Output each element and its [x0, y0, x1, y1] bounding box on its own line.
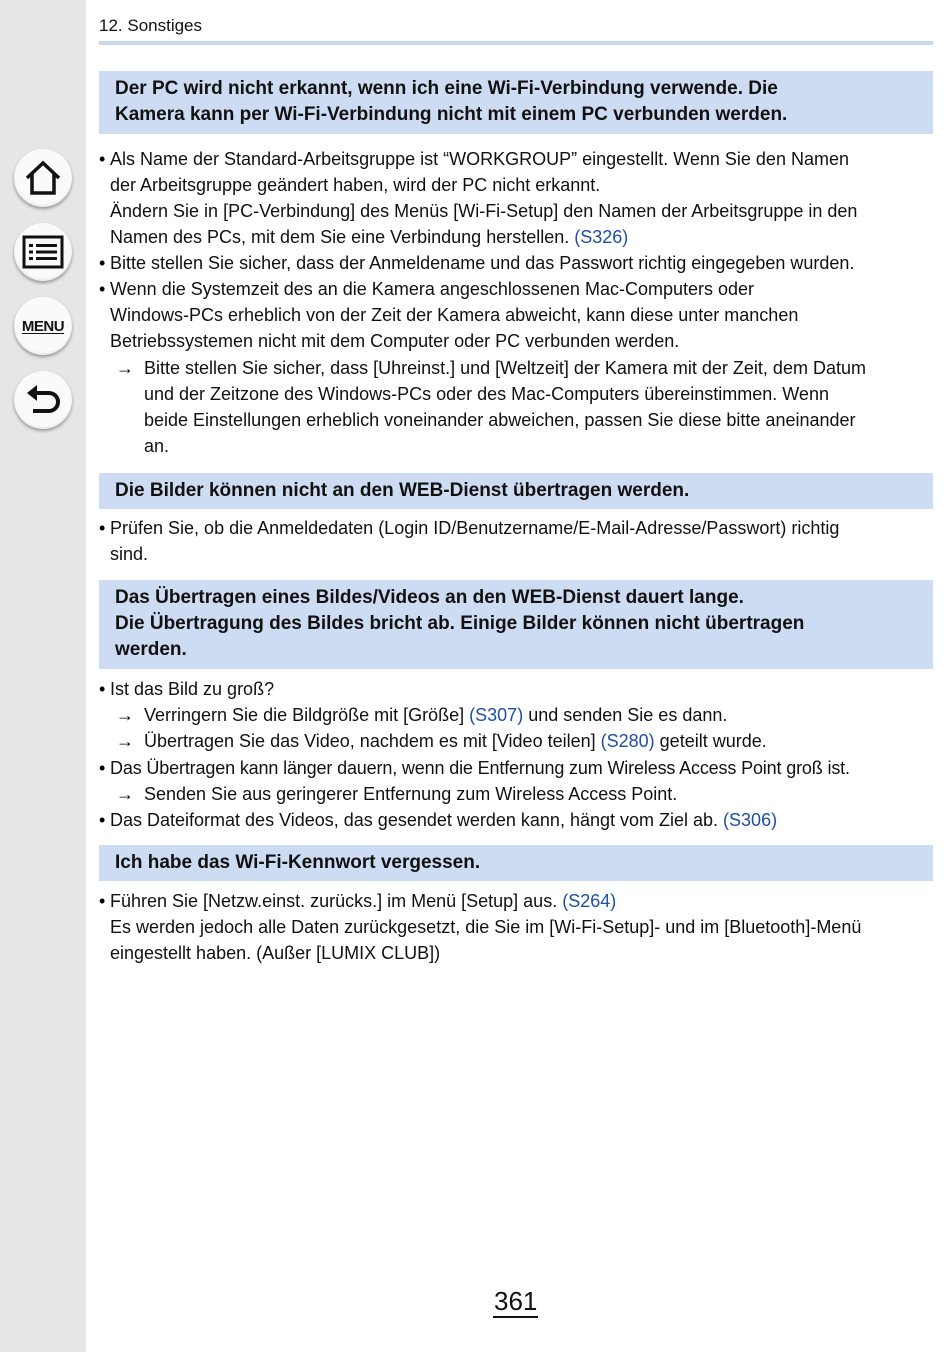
text-line: [110, 807, 777, 833]
bullet-glyph: •: [99, 149, 106, 169]
home-icon: [23, 158, 63, 198]
text-line: und der Zeitzone des Windows-PCs oder des Mac-Computers übereinstimmen. Wenn: [144, 384, 829, 404]
chapter-title: 12. Sonstiges: [99, 16, 203, 35]
home-button[interactable]: [14, 149, 72, 207]
text-segment: Verringern Sie die Bildgröße mit [Größe]: [144, 705, 465, 725]
heading-line: Ich habe das Wi-Fi-Kennwort vergessen.: [115, 852, 481, 873]
return-arrow-icon: [23, 380, 63, 420]
text-line: beide Einstellungen erheblich voneinander abweichen, passen Sie diese bitte aneinander: [144, 410, 856, 430]
arrow-glyph: →: [116, 705, 134, 725]
arrow-glyph: →: [116, 731, 134, 751]
text-line: Windows-PCs erheblich von der Zeit der Kamera abweicht, kann diese unter manchen: [110, 305, 799, 325]
page-number: 361: [494, 1286, 538, 1316]
text-line: [144, 728, 767, 754]
text-segment: geteilt wurde.: [659, 731, 767, 751]
heading-line: Die Übertragung des Bildes bricht ab. Einige Bilder können nicht übertragen: [115, 613, 805, 634]
text-line: [110, 224, 628, 250]
arrow-glyph: →: [116, 784, 134, 804]
heading-line: Kamera kann per Wi-Fi-Verbindung nicht mit einem PC verbunden werden.: [115, 104, 788, 125]
heading-line: Das Übertragen eines Bildes/Videos an den WEB-Dienst dauert lange.: [115, 587, 744, 608]
bullet-glyph: •: [99, 518, 106, 538]
text-line: Ist das Bild zu groß?: [110, 679, 275, 699]
bullet-glyph: •: [99, 758, 106, 778]
text-line: Wenn die Systemzeit des an die Kamera angeschlossenen Mac-Computers oder: [110, 279, 755, 299]
heading-line: Die Bilder können nicht an den WEB-Dienst übertragen werden.: [115, 480, 690, 501]
bullet-glyph: •: [99, 810, 106, 830]
text-line: Betriebssystemen nicht mit dem Computer oder PC verbunden werden.: [110, 331, 680, 351]
heading-line: Der PC wird nicht erkannt, wenn ich eine Wi-Fi-Verbindung verwende. Die: [115, 78, 778, 99]
text-line: Ändern Sie in [PC-Verbindung] des Menüs [Wi-Fi-Setup] den Namen der Arbeitsgruppe in den: [110, 201, 858, 221]
page-reference-link[interactable]: (S264): [562, 891, 617, 911]
contents-button[interactable]: [14, 223, 72, 281]
text-line: an.: [144, 436, 170, 456]
text-line: sind.: [110, 544, 149, 564]
section-heading-pc-not-recognized: [99, 71, 933, 134]
arrow-glyph: →: [116, 358, 134, 378]
heading-line: werden.: [115, 639, 187, 660]
bullet-glyph: •: [99, 253, 106, 273]
menu-label: MENU: [21, 317, 65, 335]
page-reference-link[interactable]: (S280): [600, 731, 655, 751]
text-line: [144, 702, 727, 728]
text-line: Bitte stellen Sie sicher, dass der Anmeldename und das Passwort richtig eingegeben wurden.: [110, 253, 855, 273]
page-reference-link[interactable]: (S307): [469, 705, 524, 725]
sidebar: [0, 0, 86, 1352]
text-line: der Arbeitsgruppe geändert haben, wird der PC nicht erkannt.: [110, 175, 601, 195]
list-icon: [22, 235, 64, 269]
bullet-glyph: •: [99, 279, 106, 299]
text-line: Prüfen Sie, ob die Anmeldedaten (Login ID/Benutzername/E-Mail-Adresse/Passwort) richtig: [110, 518, 840, 538]
text-line: Senden Sie aus geringerer Entfernung zum Wireless Access Point.: [144, 784, 678, 804]
menu-button[interactable]: [14, 297, 72, 355]
text-segment: Das Dateiformat des Videos, das gesendet werden kann, hängt vom Ziel ab.: [110, 810, 719, 830]
text-segment: Namen des PCs, mit dem Sie eine Verbindung herstellen.: [110, 227, 570, 247]
section-heading-web-service-upload: [99, 473, 933, 509]
page-reference-link[interactable]: (S306): [723, 810, 778, 830]
text-segment: und senden Sie es dann.: [528, 705, 728, 725]
text-line: Bitte stellen Sie sicher, dass [Uhreinst.] und [Weltzeit] der Kamera mit der Zeit, dem Datum: [144, 358, 866, 378]
bullet-glyph: •: [99, 891, 106, 911]
text-line: Als Name der Standard-Arbeitsgruppe ist “WORKGROUP” eingestellt. Wenn Sie den Namen: [110, 149, 849, 169]
text-line: Das Übertragen kann länger dauern, wenn die Entfernung zum Wireless Access Point groß ist.: [110, 758, 850, 778]
text-segment: Führen Sie [Netzw.einst. zurücks.] im Menü [Setup] aus.: [110, 891, 558, 911]
page-reference-link[interactable]: (S326): [574, 227, 629, 247]
header-divider: [99, 41, 933, 45]
text-line: eingestellt haben. (Außer [LUMIX CLUB]): [110, 943, 441, 963]
bullet-glyph: •: [99, 679, 106, 699]
section-heading-forgot-password: [99, 845, 933, 881]
section-heading-slow-upload: [99, 580, 933, 669]
text-line: [110, 888, 616, 914]
back-button[interactable]: [14, 371, 72, 429]
text-segment: Übertragen Sie das Video, nachdem es mit [Video teilen]: [144, 731, 596, 751]
text-line: Es werden jedoch alle Daten zurückgesetzt, die Sie im [Wi-Fi-Setup]- und im [Bluetooth]-Menü: [110, 917, 862, 937]
